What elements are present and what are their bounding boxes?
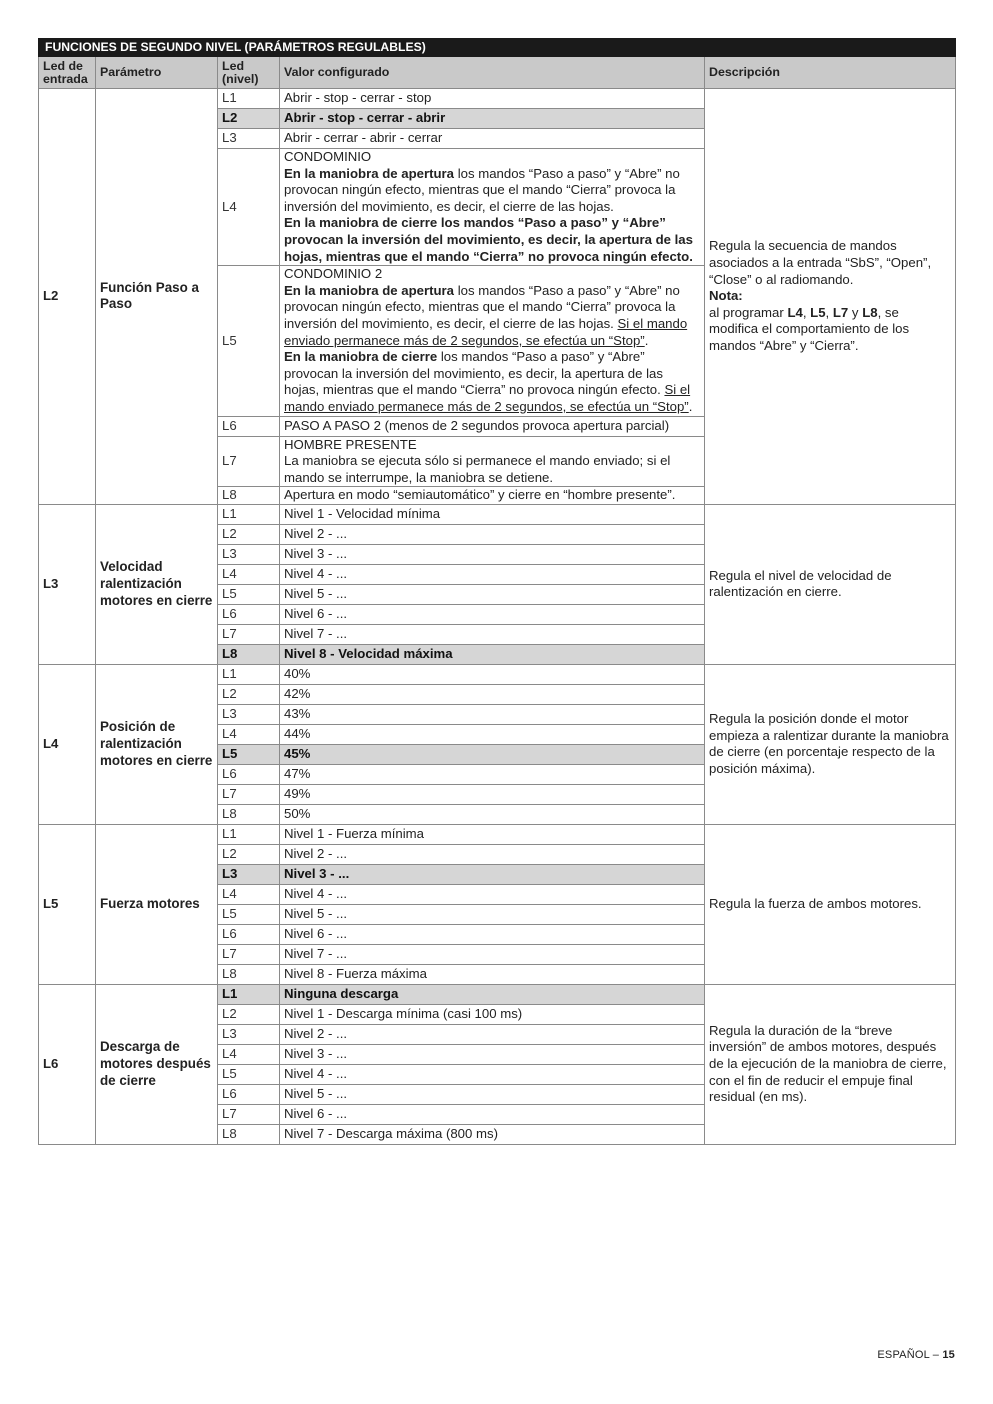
header-led-entrada: Led de entrada bbox=[39, 57, 96, 89]
text-segment: Regula el nivel de velocidad de ralentización en cierre. bbox=[709, 567, 892, 600]
text-segment: 42% bbox=[284, 686, 311, 702]
valor-configurado-cell bbox=[280, 704, 705, 724]
text-segment: . bbox=[688, 398, 693, 414]
table-title: FUNCIONES DE SEGUNDO NIVEL (PARÁMETROS REGULABLES) bbox=[39, 39, 956, 57]
valor-configurado-cell bbox=[280, 744, 705, 764]
text-segment: Nivel 8 - Fuerza máxima bbox=[284, 966, 427, 982]
valor-configurado-cell bbox=[280, 544, 705, 564]
text-segment: Nota: bbox=[709, 288, 743, 304]
led-nivel-cell: L7 bbox=[218, 624, 280, 644]
footer-language: ESPAÑOL – bbox=[877, 1349, 943, 1361]
text-segment: En la maniobra de cierre los mandos “Paso a paso” y “Abre” provocan la inversión del movimiento, es decir, la apertura de las hojas, mientras que el mando “Cierra” no provoca ningún efecto. bbox=[284, 215, 693, 264]
text-segment: 47% bbox=[284, 766, 311, 782]
text-segment: al programar bbox=[709, 304, 788, 320]
text-segment: Si el mando enviado permanece más de 2 segundos, se efectúa un “Stop” bbox=[284, 315, 688, 348]
text-segment: , se modifica el comportamiento de los mandos “Abre” y “Cierra”. bbox=[709, 304, 910, 353]
header-led-nivel: Led (nivel) bbox=[218, 57, 280, 89]
text-segment: 50% bbox=[284, 806, 311, 822]
led-nivel-cell: L1 bbox=[218, 504, 280, 524]
valor-configurado-cell bbox=[280, 266, 705, 416]
led-nivel-cell: L1 bbox=[218, 984, 280, 1004]
text-segment: 49% bbox=[284, 786, 311, 802]
valor-configurado-cell bbox=[280, 884, 705, 904]
led-entrada-cell: L2 bbox=[39, 89, 96, 505]
text-segment: En la maniobra de cierre bbox=[284, 349, 438, 365]
header-descripcion: Descripción bbox=[705, 57, 956, 89]
text-segment: Nivel 3 - ... bbox=[284, 546, 348, 562]
text-segment: 44% bbox=[284, 726, 311, 742]
text-segment: En la maniobra de apertura bbox=[284, 282, 455, 298]
valor-configurado-cell bbox=[280, 487, 705, 505]
led-nivel-cell: L3 bbox=[218, 1024, 280, 1044]
valor-configurado-cell bbox=[280, 664, 705, 684]
led-nivel-cell: L2 bbox=[218, 1004, 280, 1024]
valor-configurado-cell bbox=[280, 904, 705, 924]
led-nivel-cell: L7 bbox=[218, 1104, 280, 1124]
led-nivel-cell: L1 bbox=[218, 89, 280, 109]
descripcion-cell bbox=[705, 824, 956, 984]
led-nivel-cell: L2 bbox=[218, 844, 280, 864]
text-segment: PASO A PASO 2 (menos de 2 segundos provoca apertura parcial) bbox=[284, 417, 670, 433]
led-nivel-cell: L7 bbox=[218, 784, 280, 804]
text-segment: , bbox=[825, 304, 833, 320]
valor-configurado-cell bbox=[280, 604, 705, 624]
descripcion-cell bbox=[705, 664, 956, 824]
text-segment: Nivel 6 - ... bbox=[284, 926, 348, 942]
table-row bbox=[39, 504, 956, 524]
text-segment: HOMBRE PRESENTE bbox=[284, 436, 417, 452]
led-nivel-cell: L5 bbox=[218, 1064, 280, 1084]
led-nivel-cell: L5 bbox=[218, 904, 280, 924]
table-row bbox=[39, 824, 956, 844]
led-nivel-cell: L5 bbox=[218, 744, 280, 764]
text-segment: Nivel 1 - Descarga mínima (casi 100 ms) bbox=[284, 1006, 523, 1022]
text-segment: los mandos “Paso a paso” y “Abre” provocan la inversión del movimiento, es decir, la apertura de las hojas, mientras que el mando “Cierra” no provoca ningún efecto. bbox=[284, 349, 665, 398]
led-nivel-cell: L7 bbox=[218, 944, 280, 964]
text-segment: los mandos “Paso a paso” y “Abre” no provocan ningún efecto, mientras que el mando “Cierra” provoca la inversión del movimiento, es decir, el cierre de las hojas. bbox=[284, 282, 680, 331]
parametro-cell: Función Paso a Paso bbox=[96, 89, 218, 505]
valor-configurado-cell bbox=[280, 1024, 705, 1044]
led-nivel-cell: L7 bbox=[218, 436, 280, 487]
text-segment: CONDOMINIO bbox=[284, 149, 372, 164]
led-nivel-cell: L6 bbox=[218, 604, 280, 624]
text-segment: L4 bbox=[787, 304, 803, 320]
text-segment: Nivel 1 - Fuerza mínima bbox=[284, 826, 424, 842]
valor-configurado-cell bbox=[280, 89, 705, 109]
text-segment: Ninguna descarga bbox=[284, 986, 399, 1002]
page-number: 15 bbox=[942, 1349, 955, 1361]
valor-configurado-cell bbox=[280, 1084, 705, 1104]
parametro-cell: Posición de ralentización motores en cierre bbox=[96, 664, 218, 824]
valor-configurado-cell bbox=[280, 724, 705, 744]
valor-configurado-cell bbox=[280, 844, 705, 864]
led-nivel-cell: L2 bbox=[218, 109, 280, 129]
text-segment: 43% bbox=[284, 706, 311, 722]
valor-configurado-cell bbox=[280, 624, 705, 644]
led-nivel-cell: L2 bbox=[218, 524, 280, 544]
valor-configurado-cell bbox=[280, 149, 705, 266]
led-entrada-cell: L6 bbox=[39, 984, 96, 1144]
text-segment: Abrir - stop - cerrar - stop bbox=[284, 90, 432, 106]
text-segment: Regula la posición donde el motor empieza a ralentizar durante la maniobra de cierre (en porcentaje respecto de la posición máxima). bbox=[709, 711, 949, 776]
table-row bbox=[39, 89, 956, 109]
led-nivel-cell: L5 bbox=[218, 584, 280, 604]
valor-configurado-cell bbox=[280, 684, 705, 704]
descripcion-cell bbox=[705, 89, 956, 505]
valor-configurado-cell bbox=[280, 109, 705, 129]
led-nivel-cell: L1 bbox=[218, 824, 280, 844]
valor-configurado-cell bbox=[280, 864, 705, 884]
text-segment: Regula la fuerza de ambos motores. bbox=[709, 896, 922, 912]
led-nivel-cell: L3 bbox=[218, 544, 280, 564]
text-segment: Nivel 5 - ... bbox=[284, 586, 348, 602]
valor-configurado-cell bbox=[280, 1044, 705, 1064]
led-nivel-cell: L8 bbox=[218, 1124, 280, 1144]
text-segment: Si el mando enviado permanece más de 2 segundos, se efectúa un “Stop” bbox=[284, 382, 691, 414]
led-nivel-cell: L4 bbox=[218, 724, 280, 744]
text-segment: Nivel 7 - ... bbox=[284, 626, 348, 642]
text-segment: Nivel 3 - ... bbox=[284, 1046, 348, 1062]
parametro-cell: Descarga de motores después de cierre bbox=[96, 984, 218, 1144]
text-segment: En la maniobra de apertura bbox=[284, 165, 455, 181]
text-segment: Nivel 6 - ... bbox=[284, 606, 348, 622]
text-segment: Abrir - stop - cerrar - abrir bbox=[284, 110, 446, 126]
text-segment: Nivel 5 - ... bbox=[284, 906, 348, 922]
text-segment: Nivel 4 - ... bbox=[284, 886, 348, 902]
valor-configurado-cell bbox=[280, 784, 705, 804]
text-segment: Nivel 2 - ... bbox=[284, 526, 348, 542]
led-nivel-cell: L5 bbox=[218, 266, 280, 416]
text-segment: Nivel 7 - Descarga máxima (800 ms) bbox=[284, 1126, 498, 1142]
text-segment: L5 bbox=[810, 304, 826, 320]
led-nivel-cell: L6 bbox=[218, 416, 280, 436]
led-nivel-cell: L3 bbox=[218, 129, 280, 149]
led-nivel-cell: L8 bbox=[218, 644, 280, 664]
valor-configurado-cell bbox=[280, 984, 705, 1004]
led-nivel-cell: L3 bbox=[218, 864, 280, 884]
text-segment: Nivel 3 - ... bbox=[284, 866, 350, 882]
led-nivel-cell: L6 bbox=[218, 924, 280, 944]
header-valor-configurado: Valor configurado bbox=[280, 57, 705, 89]
text-segment: L8 bbox=[862, 304, 878, 320]
valor-configurado-cell bbox=[280, 436, 705, 487]
text-segment: 40% bbox=[284, 666, 311, 682]
text-segment: Nivel 2 - ... bbox=[284, 846, 348, 862]
text-segment: los mandos “Paso a paso” y “Abre” no provocan ningún efecto, mientras que el mando “Cierra” provoca la inversión del movimiento, es decir, el cierre de las hojas. bbox=[284, 165, 680, 214]
valor-configurado-cell bbox=[280, 416, 705, 436]
led-nivel-cell: L8 bbox=[218, 487, 280, 505]
text-segment: Regula la secuencia de mandos asociados a la entrada “SbS”, “Open”, “Close” o al radiomando. bbox=[709, 238, 932, 287]
led-nivel-cell: L1 bbox=[218, 664, 280, 684]
text-segment: Nivel 5 - ... bbox=[284, 1086, 348, 1102]
led-nivel-cell: L4 bbox=[218, 564, 280, 584]
text-segment: . bbox=[644, 332, 649, 348]
table-row bbox=[39, 984, 956, 1004]
text-segment: Apertura en modo “semiautomático” y cierre en “hombre presente”. bbox=[284, 487, 676, 503]
led-entrada-cell: L3 bbox=[39, 504, 96, 664]
valor-configurado-cell bbox=[280, 964, 705, 984]
descripcion-cell bbox=[705, 504, 956, 664]
valor-configurado-cell bbox=[280, 504, 705, 524]
led-nivel-cell: L3 bbox=[218, 704, 280, 724]
text-segment: Nivel 7 - ... bbox=[284, 946, 348, 962]
led-nivel-cell: L4 bbox=[218, 884, 280, 904]
valor-configurado-cell bbox=[280, 824, 705, 844]
led-nivel-cell: L6 bbox=[218, 1084, 280, 1104]
text-segment: CONDOMINIO 2 bbox=[284, 266, 383, 282]
text-segment: y bbox=[848, 304, 863, 320]
valor-configurado-cell bbox=[280, 1104, 705, 1124]
text-segment: Nivel 4 - ... bbox=[284, 1066, 348, 1082]
valor-configurado-cell bbox=[280, 129, 705, 149]
valor-configurado-cell bbox=[280, 1124, 705, 1144]
descripcion-cell bbox=[705, 984, 956, 1144]
led-nivel-cell: L2 bbox=[218, 684, 280, 704]
led-entrada-cell: L5 bbox=[39, 824, 96, 984]
valor-configurado-cell bbox=[280, 644, 705, 664]
table-row bbox=[39, 664, 956, 684]
parameters-table bbox=[38, 38, 956, 1145]
text-segment: , bbox=[802, 304, 811, 320]
text-segment: Nivel 4 - ... bbox=[284, 566, 348, 582]
valor-configurado-cell bbox=[280, 944, 705, 964]
text-segment: Abrir - cerrar - abrir - cerrar bbox=[284, 130, 443, 146]
text-segment: Nivel 8 - Velocidad máxima bbox=[284, 646, 453, 662]
led-nivel-cell: L4 bbox=[218, 149, 280, 266]
header-parametro: Parámetro bbox=[96, 57, 218, 89]
led-nivel-cell: L8 bbox=[218, 804, 280, 824]
valor-configurado-cell bbox=[280, 584, 705, 604]
text-segment: Nivel 6 - ... bbox=[284, 1106, 348, 1122]
parametro-cell: Velocidad ralentización motores en cierre bbox=[96, 504, 218, 664]
valor-configurado-cell bbox=[280, 764, 705, 784]
valor-configurado-cell bbox=[280, 924, 705, 944]
table-body bbox=[39, 89, 956, 1145]
text-segment: Nivel 1 - Velocidad mínima bbox=[284, 506, 441, 522]
text-segment: La maniobra se ejecuta sólo si permanece el mando enviado; si el mando se interrumpe, la maniobra se detiene. bbox=[284, 453, 671, 485]
text-segment: L7 bbox=[832, 304, 849, 320]
led-nivel-cell: L8 bbox=[218, 964, 280, 984]
parametro-cell: Fuerza motores bbox=[96, 824, 218, 984]
text-segment: Regula la duración de la “breve inversión” de ambos motores, después de la ejecución de la maniobra de cierre, con el fin de reducir el empuje final residual (en ms). bbox=[709, 1022, 947, 1105]
led-nivel-cell: L6 bbox=[218, 764, 280, 784]
valor-configurado-cell bbox=[280, 524, 705, 544]
text-segment: Nivel 2 - ... bbox=[284, 1026, 348, 1042]
valor-configurado-cell bbox=[280, 804, 705, 824]
text-segment: 45% bbox=[284, 746, 311, 762]
led-entrada-cell: L4 bbox=[39, 664, 96, 824]
led-nivel-cell: L4 bbox=[218, 1044, 280, 1064]
valor-configurado-cell bbox=[280, 1004, 705, 1024]
page-footer bbox=[877, 1349, 955, 1361]
valor-configurado-cell bbox=[280, 1064, 705, 1084]
valor-configurado-cell bbox=[280, 564, 705, 584]
